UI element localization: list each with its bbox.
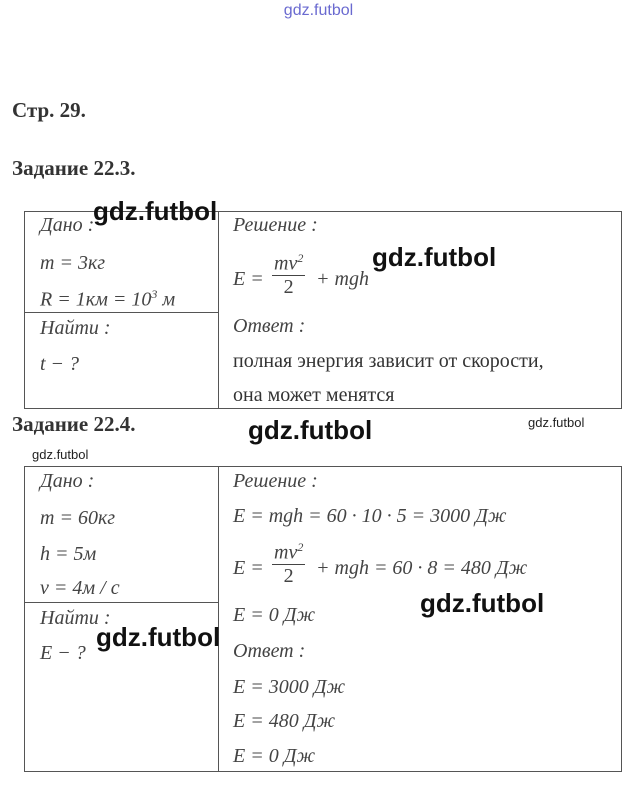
task-22-3-title: Задание 22.3.: [12, 156, 136, 180]
formula-fraction-2: $\frac{mv^2}{2}$: [272, 536, 305, 587]
given-radius: $R = 1км = 10^3$ м: [40, 287, 176, 311]
task-22-3-divider: [218, 211, 219, 409]
task-22-4-title: Задание 22.4.: [12, 412, 136, 436]
solution-line-3: E = 0 Дж: [233, 604, 316, 626]
solution-label: Решение :: [233, 214, 318, 236]
task-22-3-given-separator: [24, 312, 219, 313]
formula-rhs-2: + mgh = 60 · 8 = 480 Дж: [316, 557, 528, 579]
find-label-2: Найти :: [40, 607, 111, 629]
given-label-2: Дано :: [40, 470, 95, 492]
answer-line-1: полная энергия зависит от скорости,: [233, 350, 544, 372]
watermark: gdz.futbol: [96, 622, 221, 652]
formula-rhs: + mgh: [316, 268, 369, 290]
answer-1: E = 3000 Дж: [233, 676, 346, 698]
given-mass-2: m = 60кг: [40, 507, 116, 529]
given-height: h = 5м: [40, 543, 97, 565]
solution-label-2: Решение :: [233, 470, 318, 492]
find-value-2: E − ?: [40, 642, 86, 664]
given-mass: m = 3кг: [40, 252, 106, 274]
formula-lhs-2: E =: [233, 557, 264, 579]
formula-fraction: $\frac{mv^2}{2}$: [272, 247, 305, 298]
answer-label: Ответ :: [233, 315, 306, 337]
top-watermark: gdz.futbol: [283, 2, 354, 19]
watermark: gdz.futbol: [32, 447, 89, 462]
given-label: Дано :: [40, 214, 95, 236]
task-22-4-divider: [218, 466, 219, 772]
answer-line-2: она может менятся: [233, 384, 395, 406]
task-22-4-given-separator: [24, 602, 219, 603]
watermark: gdz.futbol: [528, 415, 585, 430]
solution-line-1: E = mgh = 60 · 10 · 5 = 3000 Дж: [233, 505, 507, 527]
find-label: Найти :: [40, 317, 111, 339]
answer-2: E = 480 Дж: [233, 710, 336, 732]
watermark: gdz.futbol: [420, 588, 545, 618]
answer-label-2: Ответ :: [233, 640, 306, 662]
watermark: gdz.futbol: [248, 415, 373, 445]
formula-lhs: E =: [233, 268, 264, 290]
watermark: gdz.futbol: [372, 242, 497, 272]
given-velocity: v = 4м / с: [40, 577, 120, 599]
find-value: t − ?: [40, 353, 80, 375]
answer-3: E = 0 Дж: [233, 745, 316, 767]
page-label: Стр. 29.: [12, 98, 86, 122]
watermark: gdz.futbol: [93, 196, 218, 226]
